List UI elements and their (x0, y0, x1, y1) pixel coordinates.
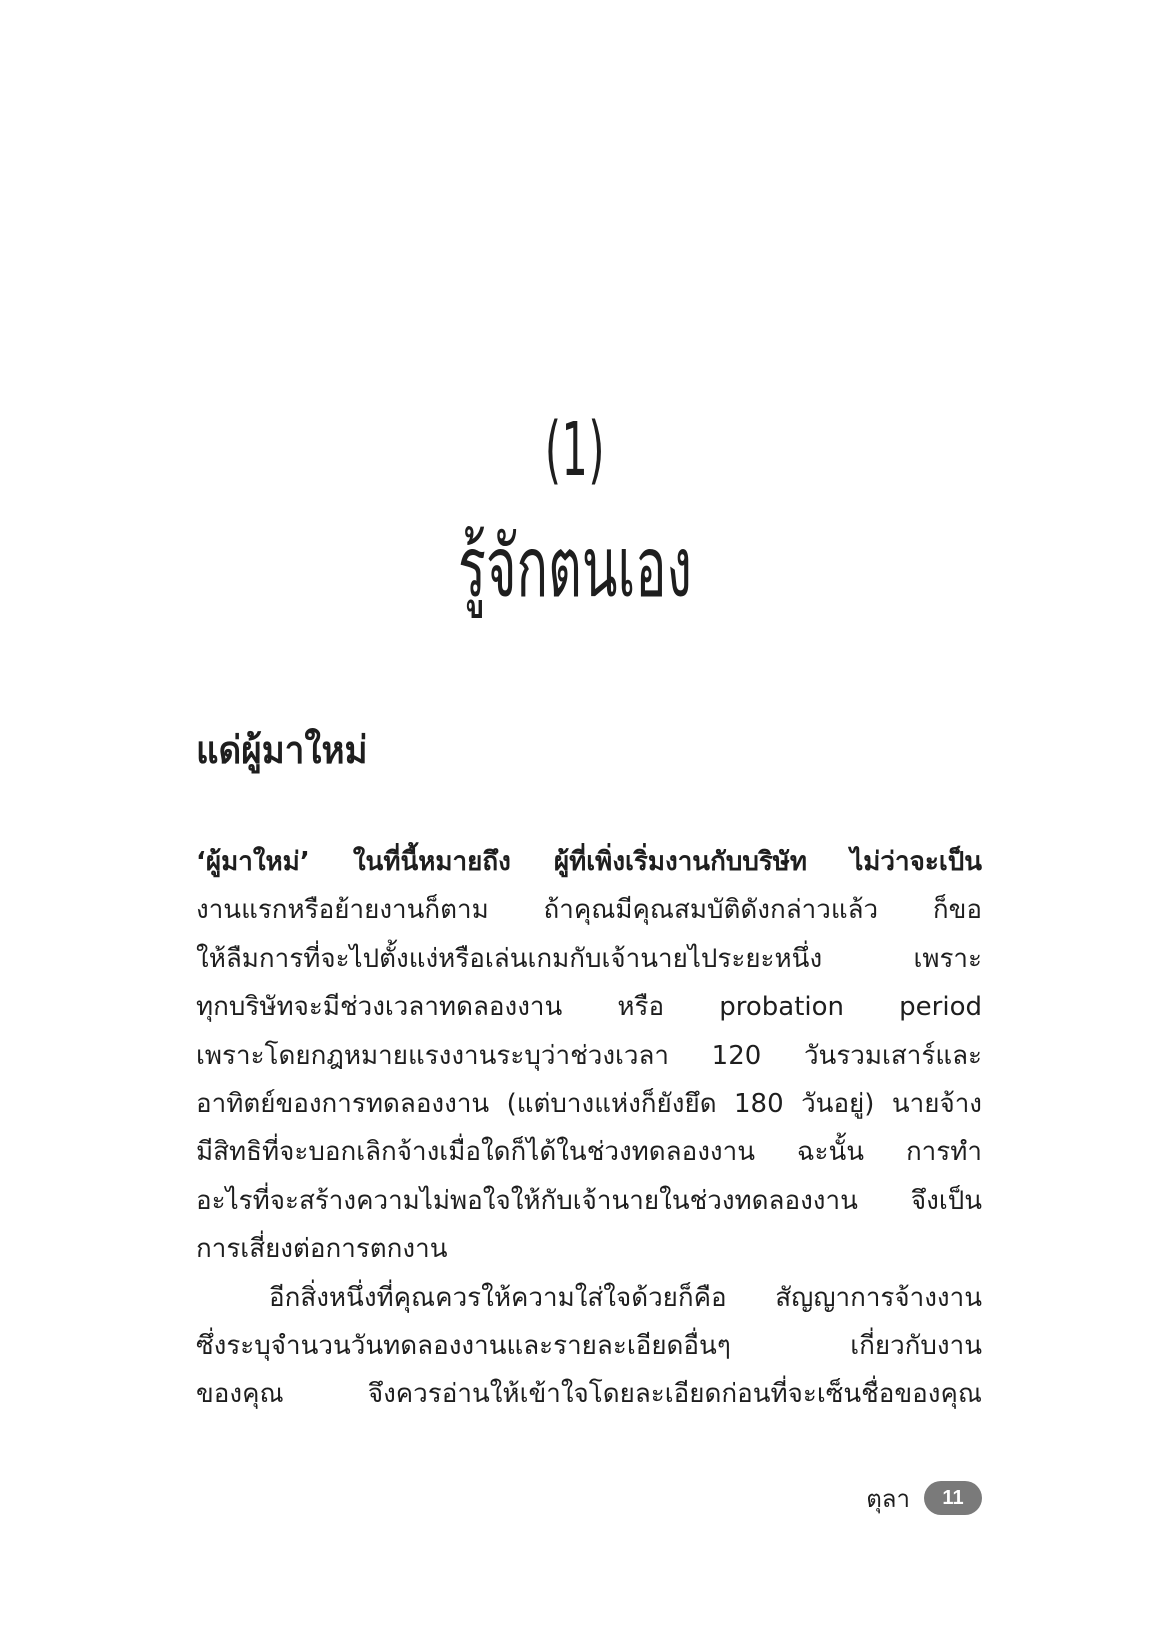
body-line: ‘ผู้มาใหม่’ ในที่นี้หมายถึง ผู้ที่เพิ่งเริ่มงานกับบริษัท ไม่ว่าจะเป็น (196, 847, 982, 877)
body-line: ของคุณ จึงควรอ่านให้เข้าใจโดยละเอียดก่อนที่จะเซ็นชื่อของคุณ (196, 1379, 982, 1410)
running-footer-label: ตุลา (866, 1484, 910, 1513)
body-line: อะไรที่จะสร้างความไม่พอใจให้กับเจ้านายในช่วงทดลองงาน จึงเป็น (196, 1185, 982, 1216)
body-line: อีกสิ่งหนึ่งที่คุณควรให้ความใส่ใจด้วยก็คือ สัญญาการจ้างงาน (269, 1282, 982, 1313)
body-line: ทุกบริษัทจะมีช่วงเวลาทดลองงาน หรือ probation period (196, 992, 982, 1023)
chapter-title: รู้จักตนเอง (458, 518, 692, 616)
body-line: ซึ่งระบุจำนวนวันทดลองงานและรายละเอียดอื่นๆ เกี่ยวกับงาน (196, 1330, 982, 1361)
page-footer (860, 1478, 982, 1518)
body-line: อาทิตย์ของการทดลองงาน (แต่บางแห่งก็ยังยึด 180 วันอยู่) นายจ้าง (196, 1088, 982, 1119)
body-line: เพราะโดยกฎหมายแรงงานระบุว่าช่วงเวลา 120 วันรวมเสาร์และ (196, 1040, 982, 1071)
section-heading: แด่ผู้มาใหม่ (196, 728, 368, 772)
body-line: มีสิทธิที่จะบอกเลิกจ้างเมื่อใดก็ได้ในช่วงทดลองงาน ฉะนั้น การทำ (196, 1137, 982, 1168)
chapter-number: (1) (544, 407, 606, 493)
body-line: การเสี่ยงต่อการตกงาน (196, 1234, 448, 1265)
page-number-badge: 11 (924, 1481, 982, 1515)
body-line: งานแรกหรือย้ายงานก็ตาม ถ้าคุณมีคุณสมบัติดังกล่าวแล้ว ก็ขอ (196, 895, 982, 926)
body-line: ให้ลืมการที่จะไปตั้งแง่หรือเล่นเกมกับเจ้านายไประยะหนึ่ง เพราะ (196, 943, 982, 974)
body-text (196, 838, 982, 1419)
